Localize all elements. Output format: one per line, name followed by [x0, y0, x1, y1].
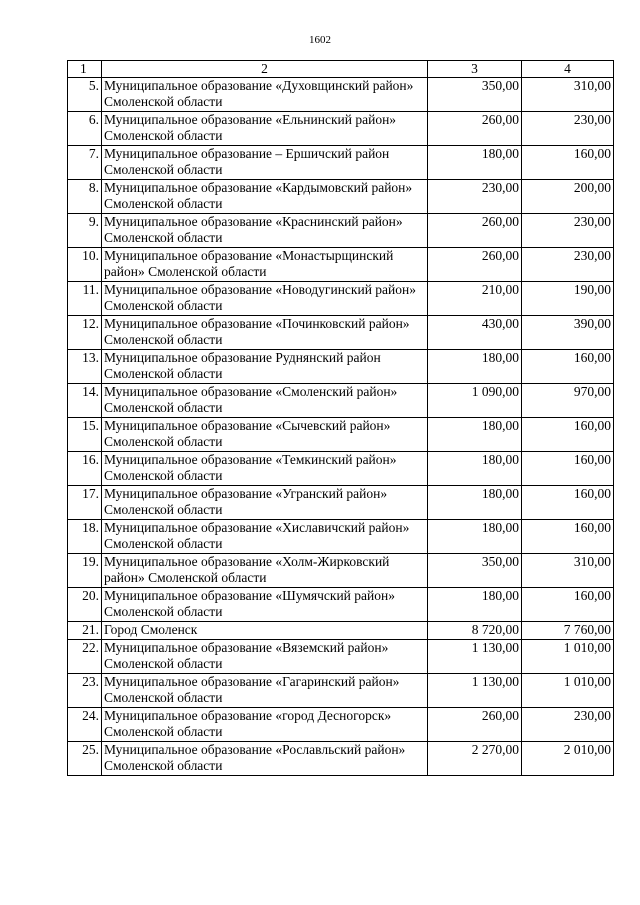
table-row [68, 384, 614, 418]
row-number: 7. [68, 146, 102, 180]
table-row [68, 350, 614, 384]
row-number: 6. [68, 112, 102, 146]
row-number: 8. [68, 180, 102, 214]
row-name: Муниципальное образование «Шумячский район» Смоленской области [102, 588, 428, 622]
row-value-4: 160,00 [522, 588, 614, 622]
row-value-3: 180,00 [428, 350, 522, 384]
row-value-4: 1 010,00 [522, 640, 614, 674]
row-value-3: 180,00 [428, 418, 522, 452]
row-value-4: 1 010,00 [522, 674, 614, 708]
column-header-name: 2 [102, 61, 428, 78]
row-value-4: 310,00 [522, 78, 614, 112]
row-name: Муниципальное образование «Холм-Жирковский район» Смоленской области [102, 554, 428, 588]
row-name: Муниципальное образование «Хиславичский район» Смоленской области [102, 520, 428, 554]
table-row [68, 588, 614, 622]
table-row [68, 708, 614, 742]
row-number: 22. [68, 640, 102, 674]
row-value-4: 390,00 [522, 316, 614, 350]
row-value-3: 260,00 [428, 708, 522, 742]
table-row [68, 248, 614, 282]
row-value-3: 180,00 [428, 486, 522, 520]
table-header-row [68, 61, 614, 78]
row-number: 19. [68, 554, 102, 588]
row-value-4: 160,00 [522, 486, 614, 520]
row-value-4: 7 760,00 [522, 622, 614, 640]
table-row [68, 214, 614, 248]
row-name: Муниципальное образование «Починковский район» Смоленской области [102, 316, 428, 350]
row-value-3: 430,00 [428, 316, 522, 350]
row-number: 5. [68, 78, 102, 112]
row-number: 10. [68, 248, 102, 282]
table-row [68, 282, 614, 316]
row-number: 23. [68, 674, 102, 708]
row-value-3: 2 270,00 [428, 742, 522, 776]
row-value-3: 210,00 [428, 282, 522, 316]
row-value-3: 180,00 [428, 146, 522, 180]
row-number: 25. [68, 742, 102, 776]
table-row [68, 520, 614, 554]
row-number: 9. [68, 214, 102, 248]
row-name: Город Смоленск [102, 622, 428, 640]
table-row [68, 674, 614, 708]
row-value-3: 180,00 [428, 520, 522, 554]
page-number: 1602 [309, 34, 331, 46]
row-value-4: 190,00 [522, 282, 614, 316]
row-name: Муниципальное образование «Краснинский район» Смоленской области [102, 214, 428, 248]
column-header-number: 1 [68, 61, 102, 78]
row-number: 21. [68, 622, 102, 640]
table-row [68, 622, 614, 640]
row-number: 17. [68, 486, 102, 520]
row-name: Муниципальное образование «Вяземский район» Смоленской области [102, 640, 428, 674]
row-value-4: 200,00 [522, 180, 614, 214]
row-name: Муниципальное образование «город Десногорск» Смоленской области [102, 708, 428, 742]
row-value-3: 1 130,00 [428, 674, 522, 708]
row-name: Муниципальное образование Руднянский район Смоленской области [102, 350, 428, 384]
row-name: Муниципальное образование «Угранский район» Смоленской области [102, 486, 428, 520]
table-row [68, 316, 614, 350]
row-value-4: 160,00 [522, 146, 614, 180]
row-value-3: 230,00 [428, 180, 522, 214]
row-name: Муниципальное образование «Монастырщинский район» Смоленской области [102, 248, 428, 282]
row-value-4: 160,00 [522, 452, 614, 486]
row-value-3: 1 130,00 [428, 640, 522, 674]
row-value-4: 310,00 [522, 554, 614, 588]
row-value-4: 160,00 [522, 418, 614, 452]
row-number: 15. [68, 418, 102, 452]
row-value-4: 230,00 [522, 248, 614, 282]
row-value-3: 350,00 [428, 78, 522, 112]
table-row [68, 640, 614, 674]
row-number: 18. [68, 520, 102, 554]
row-name: Муниципальное образование «Рославльский район» Смоленской области [102, 742, 428, 776]
row-name: Муниципальное образование «Смоленский район» Смоленской области [102, 384, 428, 418]
row-value-4: 160,00 [522, 520, 614, 554]
row-value-4: 230,00 [522, 708, 614, 742]
row-number: 16. [68, 452, 102, 486]
row-name: Муниципальное образование «Новодугинский район» Смоленской области [102, 282, 428, 316]
column-header-value-4: 4 [522, 61, 614, 78]
row-value-3: 180,00 [428, 452, 522, 486]
row-value-4: 160,00 [522, 350, 614, 384]
row-value-3: 180,00 [428, 588, 522, 622]
row-number: 13. [68, 350, 102, 384]
row-value-4: 2 010,00 [522, 742, 614, 776]
table-body [68, 78, 614, 776]
row-number: 11. [68, 282, 102, 316]
row-value-4: 230,00 [522, 112, 614, 146]
table-row [68, 112, 614, 146]
table-row [68, 146, 614, 180]
allocation-table [67, 60, 614, 776]
row-value-4: 970,00 [522, 384, 614, 418]
row-name: Муниципальное образование – Ершичский район Смоленской области [102, 146, 428, 180]
table-row [68, 742, 614, 776]
row-name: Муниципальное образование «Сычевский район» Смоленской области [102, 418, 428, 452]
column-header-value-3: 3 [428, 61, 522, 78]
row-value-3: 260,00 [428, 112, 522, 146]
row-name: Муниципальное образование «Темкинский район» Смоленской области [102, 452, 428, 486]
table-row [68, 452, 614, 486]
table-row [68, 486, 614, 520]
table-row [68, 78, 614, 112]
row-value-3: 260,00 [428, 214, 522, 248]
row-value-3: 1 090,00 [428, 384, 522, 418]
row-number: 12. [68, 316, 102, 350]
row-value-3: 350,00 [428, 554, 522, 588]
row-number: 20. [68, 588, 102, 622]
row-name: Муниципальное образование «Духовщинский район» Смоленской области [102, 78, 428, 112]
table-row [68, 180, 614, 214]
row-name: Муниципальное образование «Гагаринский район» Смоленской области [102, 674, 428, 708]
row-value-3: 260,00 [428, 248, 522, 282]
row-number: 24. [68, 708, 102, 742]
row-value-4: 230,00 [522, 214, 614, 248]
row-value-3: 8 720,00 [428, 622, 522, 640]
row-name: Муниципальное образование «Ельнинский район» Смоленской области [102, 112, 428, 146]
table-row [68, 554, 614, 588]
row-number: 14. [68, 384, 102, 418]
row-name: Муниципальное образование «Кардымовский район» Смоленской области [102, 180, 428, 214]
table-row [68, 418, 614, 452]
